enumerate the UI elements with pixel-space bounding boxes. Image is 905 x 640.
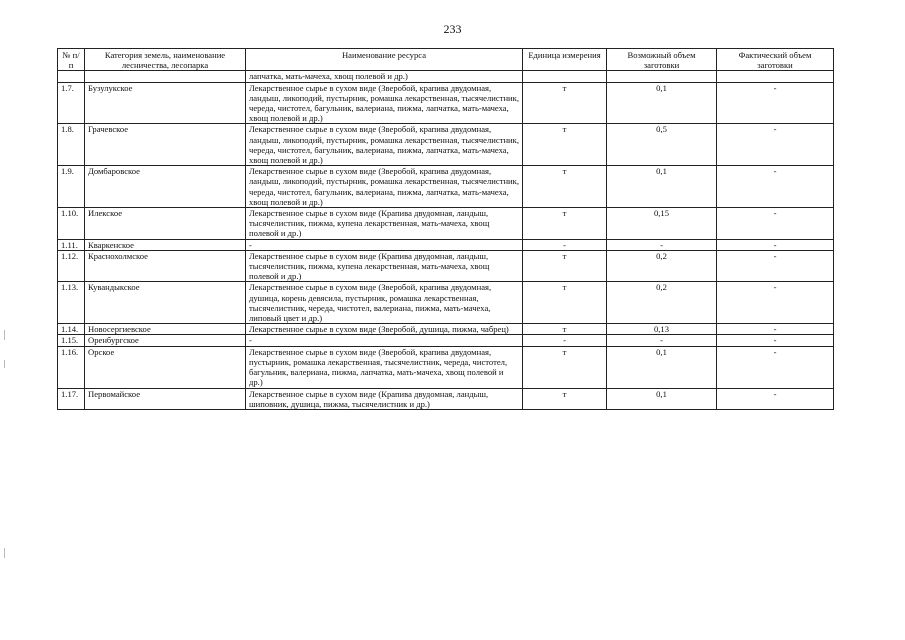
table-row xyxy=(58,124,834,166)
continuation-resource: лапчатка, мать-мачеха, хвощ полевой и др.) xyxy=(246,71,523,82)
row-resource: Лекарственное сырье в сухом виде (Крапива двудомная, ландыш, шиповник, душица, пижма, тысячелистник и др.) xyxy=(246,388,523,409)
row-name: Кувандыкское xyxy=(85,282,246,324)
continuation-row xyxy=(58,71,834,82)
row-name: Орское xyxy=(85,346,246,388)
row-resource: - xyxy=(246,335,523,346)
header-possible: Возможный объем заготовки xyxy=(607,49,717,71)
row-actual: - xyxy=(717,208,834,240)
row-num: 1.8. xyxy=(58,124,85,166)
row-num: 1.16. xyxy=(58,346,85,388)
row-resource: Лекарственное сырье в сухом виде (Крапива двудомная, ландыш, тысячелистник, пижма, купена лекарственная, мать-мачеха, хвощ полевой и др.) xyxy=(246,208,523,240)
row-num: 1.15. xyxy=(58,335,85,346)
row-num: 1.10. xyxy=(58,208,85,240)
table-header-row xyxy=(58,49,834,71)
row-name: Домбаровское xyxy=(85,166,246,208)
row-possible: 0,13 xyxy=(607,324,717,335)
page-number: 233 xyxy=(443,22,462,36)
table-row xyxy=(58,324,834,335)
table-row xyxy=(58,208,834,240)
row-resource: Лекарственное сырье в сухом виде (Зверобой, крапива двудомная, пустырник, ромашка лекарственная, тысячелистник, череда, чистотел, багульник, валериана, пижма, лапчатка, мать-мачеха, хвощ полевой и др.) xyxy=(246,346,523,388)
row-unit: т xyxy=(523,166,607,208)
row-name: Грачевское xyxy=(85,124,246,166)
table-row xyxy=(58,388,834,409)
row-actual: - xyxy=(717,124,834,166)
header-unit: Единица измерения xyxy=(523,49,607,71)
table-row xyxy=(58,239,834,250)
row-possible: 0,2 xyxy=(607,282,717,324)
row-num: 1.11. xyxy=(58,239,85,250)
row-actual: - xyxy=(717,82,834,124)
row-unit: т xyxy=(523,208,607,240)
table-row xyxy=(58,346,834,388)
row-resource: Лекарственное сырье в сухом виде (Зверобой, крапива двудомная, душица, корень девясила, пустырник, ромашка лекарственная, тысячелистник, череда, чистотел, валериана, пижма, мать-мачеха, липовый цвет и др.) xyxy=(246,282,523,324)
row-name: Новосергиевское xyxy=(85,324,246,335)
scan-margin-mark xyxy=(4,330,5,340)
row-num: 1.7. xyxy=(58,82,85,124)
row-name: Первомайское xyxy=(85,388,246,409)
row-possible: 0,1 xyxy=(607,82,717,124)
row-actual: - xyxy=(717,346,834,388)
row-actual: - xyxy=(717,239,834,250)
row-unit: т xyxy=(523,324,607,335)
row-num: 1.9. xyxy=(58,166,85,208)
resource-table xyxy=(57,48,834,410)
row-possible: - xyxy=(607,239,717,250)
row-num: 1.17. xyxy=(58,388,85,409)
scan-margin-mark xyxy=(4,360,5,368)
row-possible: - xyxy=(607,335,717,346)
row-resource: Лекарственное сырье в сухом виде (Зверобой, крапива двудомная, ландыш, ликоподий, пустырник, ромашка лекарственная, тысячелистник, череда, чистотел, багульник, валериана, пижма, лапчатка, мать-мачеха, хвощ полевой и др.) xyxy=(246,124,523,166)
row-actual: - xyxy=(717,250,834,282)
row-num: 1.14. xyxy=(58,324,85,335)
row-possible: 0,1 xyxy=(607,346,717,388)
table-row xyxy=(58,335,834,346)
row-unit: - xyxy=(523,335,607,346)
header-resource: Наименование ресурса xyxy=(246,49,523,71)
row-unit: т xyxy=(523,346,607,388)
row-unit: т xyxy=(523,250,607,282)
table-row xyxy=(58,282,834,324)
row-name: Бузулукское xyxy=(85,82,246,124)
header-category: Категория земель, наименование лесничества, лесопарка xyxy=(85,49,246,71)
row-name: Оренбургское xyxy=(85,335,246,346)
row-unit: т xyxy=(523,282,607,324)
row-unit: - xyxy=(523,239,607,250)
row-name: Кваркенское xyxy=(85,239,246,250)
row-actual: - xyxy=(717,388,834,409)
header-num: № п/п xyxy=(58,49,85,71)
row-resource: - xyxy=(246,239,523,250)
row-name: Краснохолмское xyxy=(85,250,246,282)
row-possible: 0,2 xyxy=(607,250,717,282)
scan-margin-mark xyxy=(4,548,5,558)
row-resource: Лекарственное сырье в сухом виде (Крапива двудомная, ландыш, тысячелистник, пижма, купена лекарственная, мать-мачеха, хвощ полевой и др.) xyxy=(246,250,523,282)
header-actual: Фактический объем заготовки xyxy=(717,49,834,71)
row-name: Илекское xyxy=(85,208,246,240)
row-actual: - xyxy=(717,166,834,208)
row-possible: 0,1 xyxy=(607,388,717,409)
row-unit: т xyxy=(523,124,607,166)
row-unit: т xyxy=(523,388,607,409)
row-unit: т xyxy=(523,82,607,124)
row-num: 1.13. xyxy=(58,282,85,324)
row-actual: - xyxy=(717,324,834,335)
row-actual: - xyxy=(717,282,834,324)
row-resource: Лекарственное сырье в сухом виде (Зверобой, крапива двудомная, ландыш, ликоподий, пустырник, ромашка лекарственная, тысячелистник, череда, чистотел, багульник, валериана, пижма, лапчатка, мать-мачеха, хвощ полевой и др.) xyxy=(246,166,523,208)
row-resource: Лекарственное сырье в сухом виде (Зверобой, крапива двудомная, ландыш, ликоподий, пустырник, ромашка лекарственная, тысячелистник, череда, чистотел, багульник, валериана, пижма, лапчатка, мать-мачеха, хвощ полевой и др.) xyxy=(246,82,523,124)
table-row xyxy=(58,250,834,282)
row-num: 1.12. xyxy=(58,250,85,282)
row-possible: 0,5 xyxy=(607,124,717,166)
row-actual: - xyxy=(717,335,834,346)
row-possible: 0,1 xyxy=(607,166,717,208)
table-row xyxy=(58,82,834,124)
row-possible: 0,15 xyxy=(607,208,717,240)
table-row xyxy=(58,166,834,208)
row-resource: Лекарственное сырье в сухом виде (Зверобой, душица, пижма, чабрец) xyxy=(246,324,523,335)
